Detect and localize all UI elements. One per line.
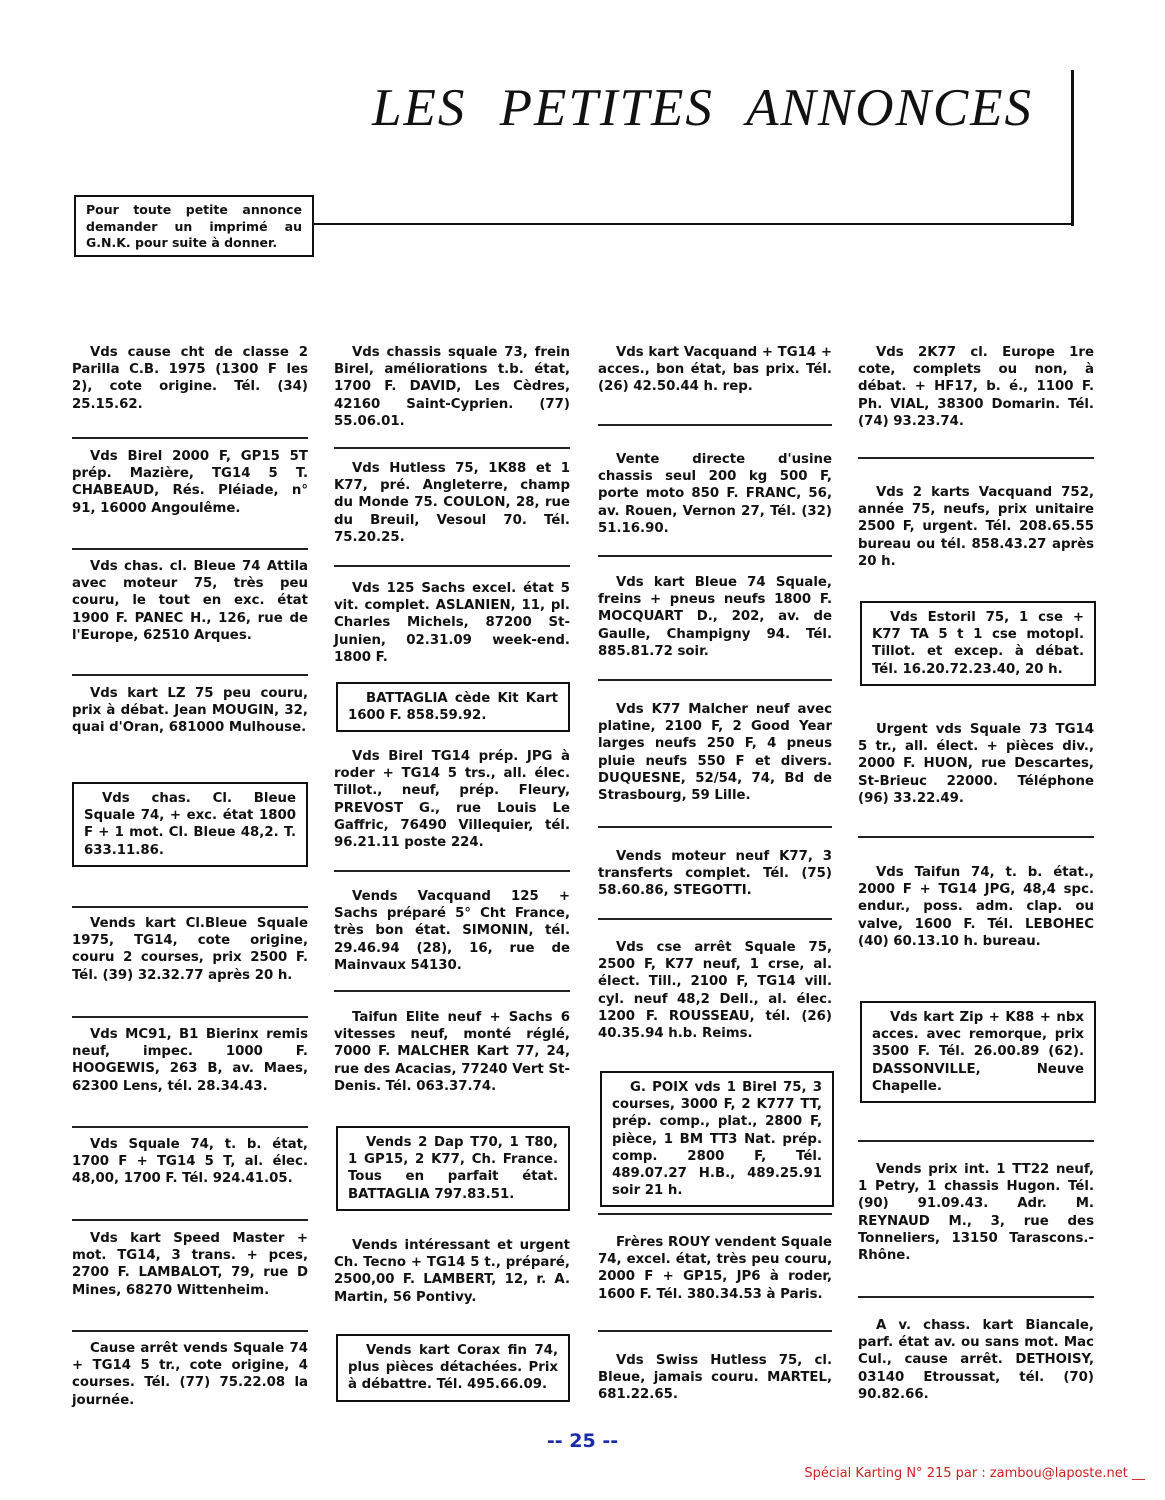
- page-title: LES PETITES ANNONCES: [372, 79, 1034, 137]
- ad-separator: [858, 457, 1094, 459]
- scan-credit: Spécial Karting N° 215 par : zambou@laposte.net __: [804, 1466, 1145, 1481]
- ad-separator: [334, 565, 570, 567]
- classified-ad: Vds 2K77 cl. Europe 1re cote, complets ou non, à débat. + HF17, b. é., 1100 F. Ph. VIAL, 38300 Domarin. Tél. (74) 93.23.74.: [858, 345, 1094, 429]
- classified-ad: Vds kart Vacquand + TG14 + acces., bon état, bas prix. Tél. (26) 42.50.44 h. rep.: [598, 345, 832, 395]
- classified-ad: Vds kart LZ 75 peu couru, prix à débat. Jean MOUGIN, 32, quai d'Oran, 681000 Mulhouse.: [72, 686, 308, 736]
- classified-ad: Vends intéressant et urgent Ch. Tecno + TG14 5 t., préparé, 2500,00 F. LAMBERT, 12, r. A. Martin, 56 Pontivy.: [334, 1238, 570, 1305]
- classified-ad: Vds 2 karts Vacquand 752, année 75, neufs, prix unitaire 2500 F, urgent. Tél. 208.65.55 bureau ou tél. 858.43.27 après 20 h.: [858, 485, 1094, 569]
- classified-ad-boxed: Vds Estoril 75, 1 cse + K77 TA 5 t 1 cse motopl. Tillot. et excep. à débat. Tél. 16.20.72.23.40, 20 h.: [860, 601, 1096, 686]
- ad-separator: [72, 437, 308, 439]
- classified-ad: Vds Birel TG14 prép. JPG à roder + TG14 5 trs., all. élec. Tillot., neuf, prép. Fleury, PREVOST G., rue Louis Le Gaffric, 76490 Villequier, tél. 96.21.11 poste 224.: [334, 749, 570, 851]
- classified-ad: Vds Taifun 74, t. b. état., 2000 F + TG14 JPG, 48,4 spc. endur., poss. adm. clap. ou valve, 1600 F. Tél. LEBOHEC (40) 60.13.10 h. bureau.: [858, 865, 1094, 949]
- ad-separator: [334, 447, 570, 449]
- ad-separator: [598, 555, 832, 557]
- classified-ad: Taifun Elite neuf + Sachs 6 vitesses neuf, monté réglé, 7000 F. MALCHER Kart 77, 24, rue des Acacias, 77240 Vert St-Denis. Tél. 063.37.74.: [334, 1010, 570, 1094]
- classified-ad: Vends Vacquand 125 + Sachs préparé 5° Cht France, très bon état. SIMONIN, tél. 29.46.94 (28), 16, rue de Mainvaux 54130.: [334, 889, 570, 973]
- page-number: -- 25 --: [546, 1430, 619, 1452]
- classified-ad-boxed: Vds chas. Cl. Bleue Squale 74, + exc. état 1800 F + 1 mot. Cl. Bleue 48,2. T. 633.11.86.: [72, 782, 308, 867]
- ad-separator: [598, 424, 832, 426]
- ad-separator: [334, 990, 570, 992]
- classified-ad-boxed: Vends 2 Dap T70, 1 T80, 1 GP15, 2 K77, Ch. France. Tous en parfait état. BATTAGLIA 797.83.51.: [336, 1126, 570, 1211]
- ad-separator: [598, 1213, 832, 1215]
- classified-ad-boxed: Vds kart Zip + K88 + nbx acces. avec remorque, prix 3500 F. Tél. 26.00.89 (62). DASSONVILLE, Neuve Chapelle.: [860, 1001, 1096, 1103]
- ad-separator: [72, 1330, 308, 1332]
- intro-notice-box: Pour toute petite annonce demander un imprimé au G.N.K. pour suite à donner.: [74, 195, 314, 257]
- classified-ad: Vds Hutless 75, 1K88 et 1 K77, pré. Angleterre, champ du Monde 75. COULON, 28, rue du Breuil, Vesoul 70. Tél. 75.20.25.: [334, 461, 570, 545]
- classified-ad: Vds cse arrêt Squale 75, 2500 F, K77 neuf, 1 crse, al. élect. Till., 2100 F, TG14 vill. cyl. neuf 48,2 Dell., al. élec. 1200 F. ROUSSEAU, tél. (26) 40.35.94 h.b. Reims.: [598, 940, 832, 1042]
- classified-ad: Vds K77 Malcher neuf avec platine, 2100 F, 2 Good Year larges neufs 250 F, 4 pneus pluie neufs 550 F et divers. DUQUESNE, 52/54, 74, Bd de Strasbourg, 59 Lille.: [598, 702, 832, 804]
- ad-separator: [858, 836, 1094, 838]
- header-frame-horizontal-rule: [306, 223, 1074, 225]
- ad-separator: [72, 1126, 308, 1128]
- classified-ad: Vends kart Cl.Bleue Squale 1975, TG14, cote origine, couru 2 courses, prix 2500 F. Tél. (39) 32.32.77 après 20 h.: [72, 916, 308, 983]
- header-frame-vertical-rule: [1071, 70, 1074, 226]
- ad-separator: [598, 826, 832, 828]
- ad-separator: [72, 1016, 308, 1018]
- classified-ad-boxed: Vends kart Corax fin 74, plus pièces détachées. Prix à débattre. Tél. 495.66.09.: [336, 1334, 570, 1402]
- ad-separator: [72, 548, 308, 550]
- classified-ad: Vends moteur neuf K77, 3 transferts complet. Tél. (75) 58.60.86, STEGOTTI.: [598, 849, 832, 899]
- ad-separator: [598, 679, 832, 681]
- classified-ad: A v. chass. kart Biancale, parf. état av. ou sans mot. Mac Cul., cause arrêt. DETHOISY, 03140 Etroussat, tél. (70) 90.82.66.: [858, 1318, 1094, 1402]
- ad-separator: [598, 918, 832, 920]
- classified-ad-boxed: BATTAGLIA cède Kit Kart 1600 F. 858.59.92.: [336, 682, 570, 732]
- classified-ad: Vente directe d'usine chassis seul 200 kg 500 F, porte moto 850 F. FRANC, 56, av. Rouen, Vernon 27, Tél. (32) 51.16.90.: [598, 452, 832, 536]
- classified-ad: Vds chassis squale 73, frein Birel, améliorations t.b. état, 1700 F. DAVID, Les Cèdres, 42160 Saint-Cyprien. (77) 55.06.01.: [334, 345, 570, 429]
- ad-separator: [72, 1219, 308, 1221]
- classified-ad: Vds chas. cl. Bleue 74 Attila avec moteur 75, très peu couru, le tout en exc. état 1900 F. PANEC H., 126, rue de l'Europe, 62510 Arques.: [72, 559, 308, 643]
- classified-ad: Frères ROUY vendent Squale 74, excel. état, très peu couru, 2000 F + GP15, JP6 à roder, 1600 F. Tél. 380.34.53 à Paris.: [598, 1235, 832, 1302]
- classified-ad: Vds Swiss Hutless 75, cl. Bleue, jamais couru. MARTEL, 681.22.65.: [598, 1353, 832, 1403]
- ad-separator: [72, 674, 308, 676]
- classified-ad: Vds Squale 74, t. b. état, 1700 F + TG14 5 T, al. élec. 48,00, 1700 F. Tél. 924.41.05.: [72, 1137, 308, 1187]
- classified-ad: Urgent vds Squale 73 TG14 5 tr., all. élect. + pièces div., 2000 F. HUON, rue Descartes, St-Brieuc 22000. Téléphone (96) 33.22.49.: [858, 722, 1094, 806]
- ad-separator: [598, 1330, 832, 1332]
- ad-separator: [858, 1140, 1094, 1142]
- classified-ad-boxed: G. POIX vds 1 Birel 75, 3 courses, 3000 F, 2 K777 TT, prép. comp., plat., 2800 F, pièce, 1 BM TT3 Nat. prép. comp. 2800 F, Tél. 489.07.27 H.B., 489.25.91 soir 21 h.: [600, 1071, 834, 1207]
- ad-separator: [72, 906, 308, 908]
- classified-ad: Vds kart Bleue 74 Squale, freins + pneus neufs 1800 F. MOCQUART D., 202, av. de Gaulle, Champigny 94. Tél. 885.81.72 soir.: [598, 575, 832, 659]
- ad-separator: [334, 870, 570, 872]
- classified-ad: Vds Birel 2000 F, GP15 5T prép. Mazière, TG14 5 T. CHABEAUD, Rés. Pléiade, n° 91, 16000 Angoulême.: [72, 449, 308, 516]
- classified-ad: Vds kart Speed Master + mot. TG14, 3 trans. + pces, 2700 F. LAMBALOT, 79, rue D Mines, 68270 Wittenheim.: [72, 1231, 308, 1298]
- ad-separator: [858, 1296, 1094, 1298]
- classified-ad: Vds 125 Sachs excel. état 5 vit. complet. ASLANIEN, 11, pl. Charles Michels, 87200 St-Junien, 02.31.09 week-end. 1800 F.: [334, 581, 570, 665]
- classified-ad: Vds cause cht de classe 2 Parilla C.B. 1975 (1300 F les 2), cote origine. Tél. (34) 25.15.62.: [72, 345, 308, 412]
- classified-ad: Cause arrêt vends Squale 74 + TG14 5 tr., cote origine, 4 courses. Tél. (77) 75.22.08 la journée.: [72, 1341, 308, 1408]
- classified-ad: Vends prix int. 1 TT22 neuf, 1 Petry, 1 chassis Hugon. Tél. (90) 91.09.43. Adr. M. REYNAUD M., 3, rue des Tonneliers, 13150 Tarascons.-Rhône.: [858, 1162, 1094, 1264]
- classified-ad: Vds MC91, B1 Bierinx remis neuf, impec. 1000 F. HOOGEWIS, 263 B, av. Maes, 62300 Lens, tél. 28.34.43.: [72, 1027, 308, 1094]
